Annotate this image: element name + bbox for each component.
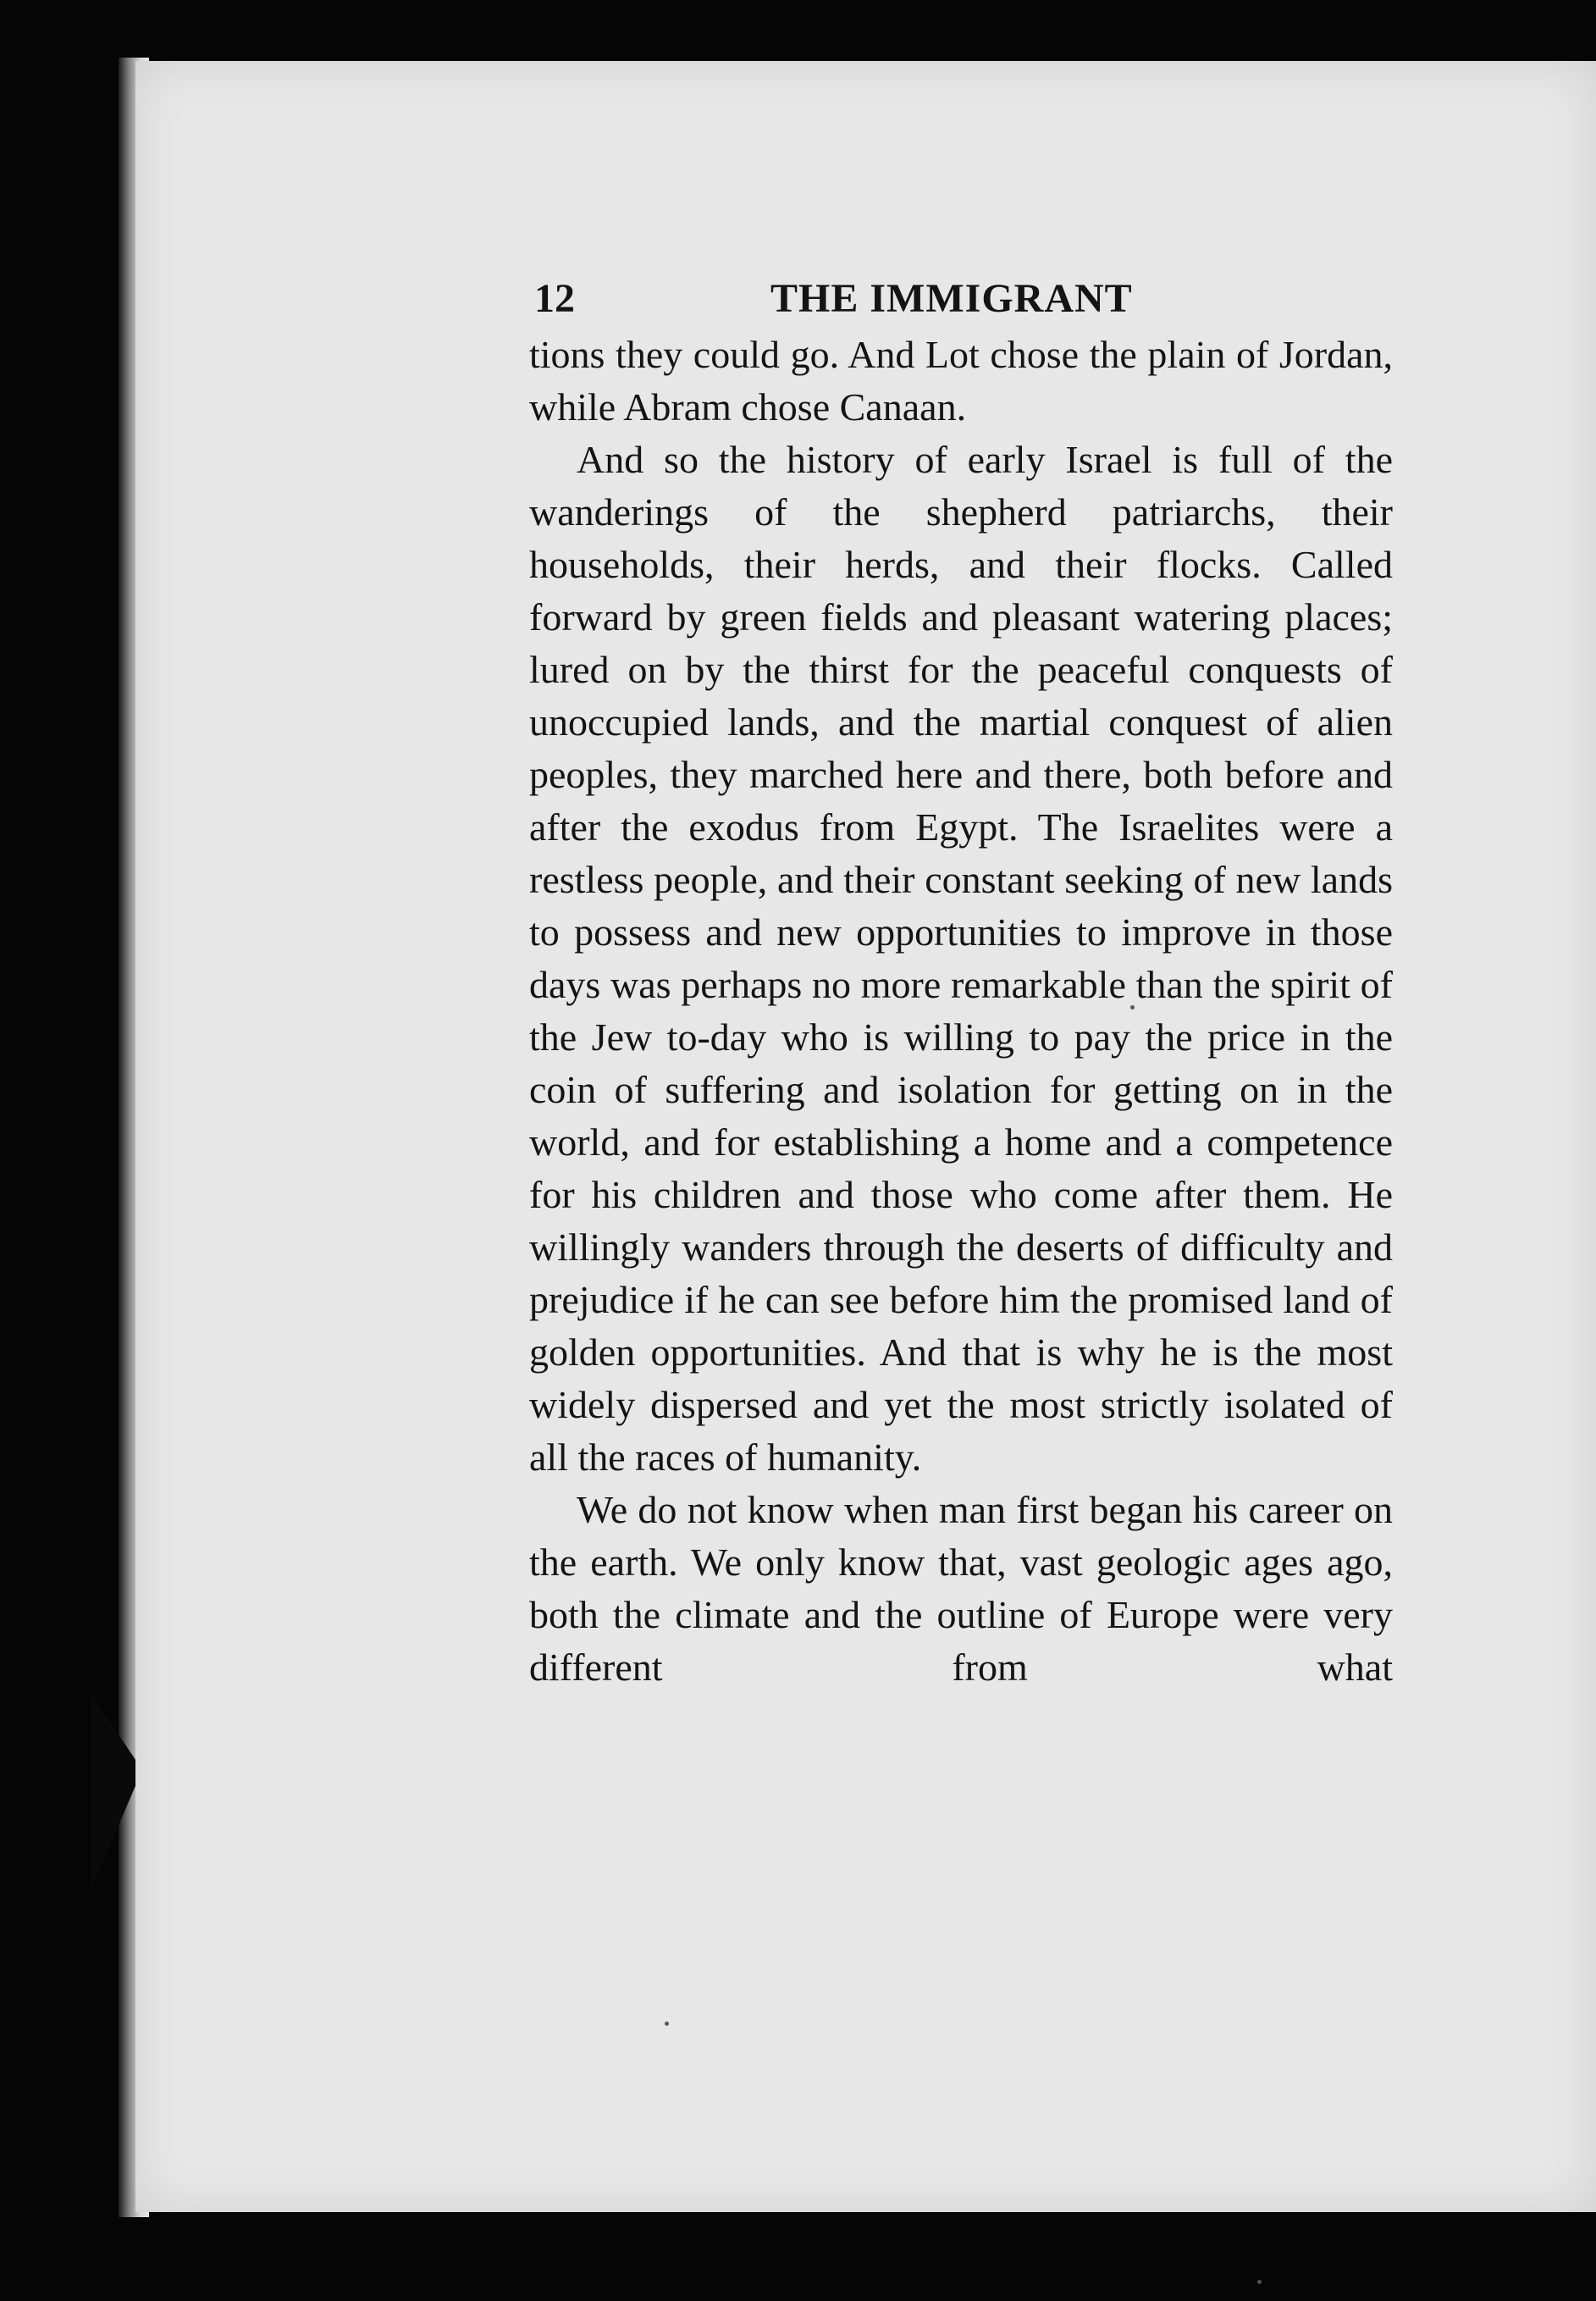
dust-speck	[1257, 2280, 1262, 2284]
body-text	[529, 329, 1393, 1694]
paragraph: tions they could go. And Lot chose the plain of Jordan, while Abram chose Canaan.	[529, 333, 1393, 429]
paragraph: And so the history of early Israel is full of the wanderings of the shepherd patriarchs, their households, their herds, and their flocks. Called forward by green fields and pleasant watering places; lured on by the thirst for the peaceful conquests of unoccupied lands, and the martial conquest of alien peoples, they marched here and there, both before and after the exodus from Egypt. The Israelites were a restless people, and their constant seeking of new lands to possess and new opportunities to improve in those days was perhaps no more remarkable than the spirit of the Jew to-day who is willing to pay the price in the coin of suffering and isolation for getting on in the world, and for establishing a home and a competence for his children and those who come after them. He willingly wanders through the deserts of difficulty and prejudice if he can see before him the promised land of golden opportunities. And that is why he is the most widely dispersed and yet the most strictly isolated of all the races of humanity.	[529, 438, 1393, 1479]
dust-speck	[665, 2022, 669, 2026]
running-title: THE IMMIGRANT	[770, 276, 1133, 321]
binding-shadow	[91, 1694, 142, 1889]
paragraph: We do not know when man first began his career on the earth. We only know that, vast geologic ages ago, both the climate and the outline of Europe were very different from what	[529, 1488, 1393, 1689]
text-block	[529, 273, 1393, 1694]
running-head	[529, 273, 1393, 325]
page-number: 12	[534, 276, 575, 321]
